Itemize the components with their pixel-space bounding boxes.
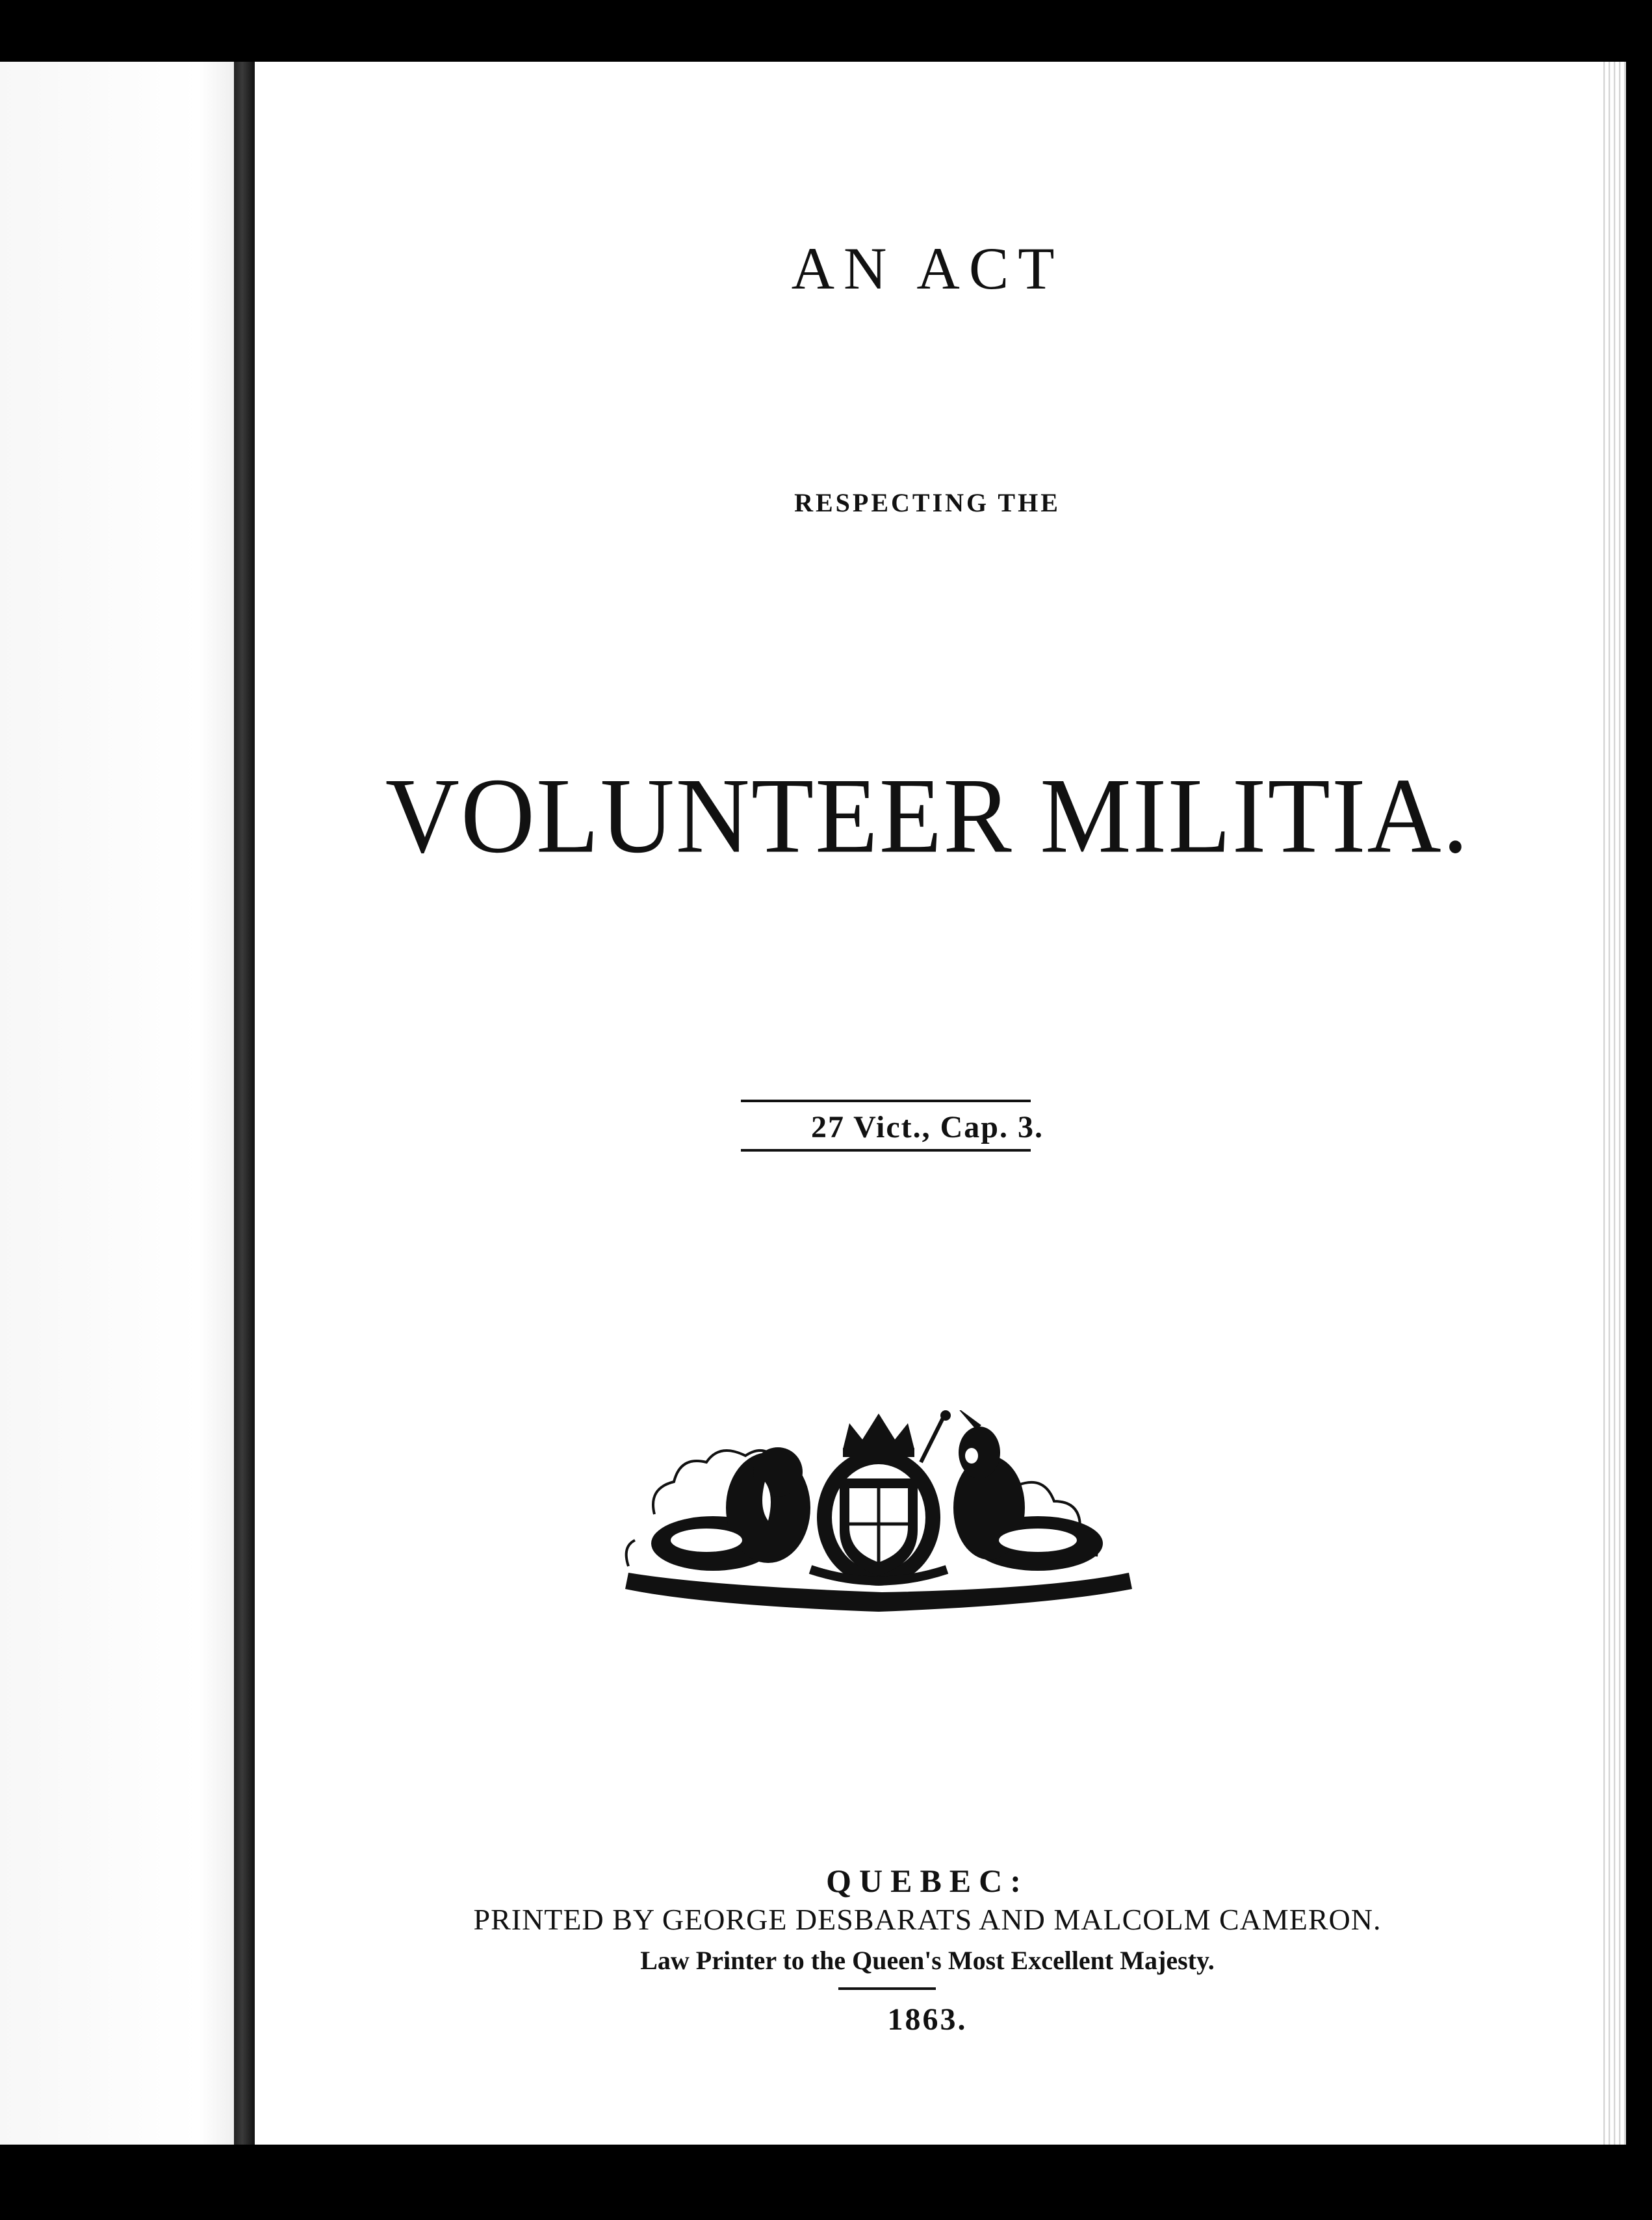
citation-rule-top [741,1100,1031,1102]
citation-rule-bottom [741,1149,1031,1152]
page-edge-stack [1600,62,1626,2145]
imprint-rule [838,1987,936,1990]
royal-coat-of-arms-emblem [615,1410,1142,1618]
imprint-year: 1863. [887,2002,968,2037]
facing-page [0,62,234,2145]
imprint-city: QUEBEC: [826,1863,1029,1899]
book-gutter [234,62,255,2145]
title-page [255,62,1600,2145]
scan-border [1626,62,1652,2145]
statute-citation: 27 Vict., Cap. 3. [811,1110,1044,1144]
act-heading: AN ACT [791,235,1064,302]
imprint-office: Law Printer to the Queen's Most Excellent Majesty. [640,1946,1215,1975]
main-title: VOLUNTEER MILITIA. [385,756,1470,876]
imprint-printers: PRINTED BY GEORGE DESBARATS AND MALCOLM CAMERON. [473,1903,1382,1936]
act-subheading: RESPECTING THE [794,488,1061,517]
